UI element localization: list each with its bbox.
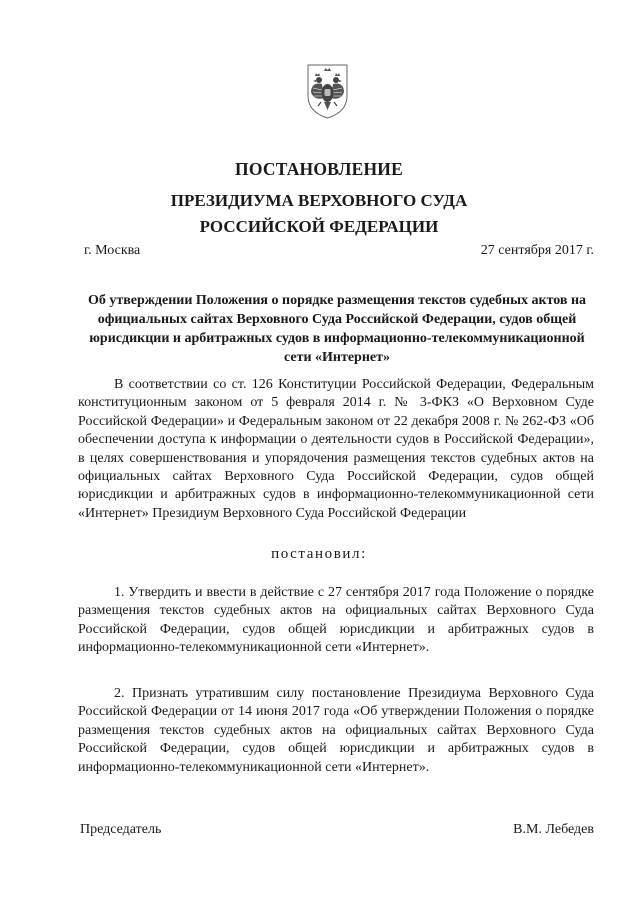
point-1-paragraph: 1. Утвердить и ввести в действие с 27 сентября 2017 года Положение о порядке размещения текстов судебных актов на официальных сайтах Верховного Суда Российской Федерации, судов общей юрисдикции и арбитражных судов в информационно-телекоммуникационной сети «Интернет». <box>78 585 594 656</box>
document-title: ПОСТАНОВЛЕНИЕ <box>235 159 403 179</box>
issuer-line-1: ПРЕЗИДИУМА ВЕРХОВНОГО СУДА <box>170 191 468 210</box>
title-block <box>0 158 638 238</box>
document-place: г. Москва <box>84 243 141 258</box>
signatory-position: Председатель <box>80 822 162 837</box>
preamble-paragraph: В соответствии со ст. 126 Конституции Российской Федерации, Федеральным конституционным законом от 5 февраля 2014 г. № 3-ФКЗ «О Верховном Суде Российской Федерации» и Федеральным законом от 22 декабря 2008 г. № 262-ФЗ «Об обеспечении доступа к информации о деятельности судов в Российской Федерации», в целях совершенствования и упорядочения размещения текстов судебных актов на официальных сайтах Верховного Суда Российской Федерации, судов общей юрисдикции и арбитражных судов в информационно-телекоммуникационной сети «Интернет» Президиум Верховного Суда Российской Федерации <box>78 377 594 521</box>
signature-row <box>80 822 594 838</box>
place-date-row <box>84 243 594 259</box>
double-headed-eagle-icon <box>305 62 350 120</box>
document-subject: Об утверждении Положения о порядке размещения текстов судебных актов на официальных сайтах Верховного Суда Российской Федерации, судов общей юрисдикции и арбитражных судов в информационно-телекоммуникационной сети «Интернет» <box>87 293 587 365</box>
point-2-paragraph: 2. Признать утратившим силу постановление Президиума Верховного Суда Российской Федерации от 14 июня 2017 года «Об утверждении Положения о порядке размещения текстов судебных актов на официальных сайтах Верховного Суда Российской Федерации, судов общей юрисдикции и арбитражных судов в информационно-телекоммуникационной сети «Интернет». <box>78 686 594 775</box>
signatory-name: В.М. Лебедев <box>513 822 594 837</box>
resolved-heading: постановил: <box>271 546 367 562</box>
issuer-line-2: РОССИЙСКОЙ ФЕДЕРАЦИИ <box>199 217 439 236</box>
document-date: 27 сентября 2017 г. <box>480 243 594 258</box>
